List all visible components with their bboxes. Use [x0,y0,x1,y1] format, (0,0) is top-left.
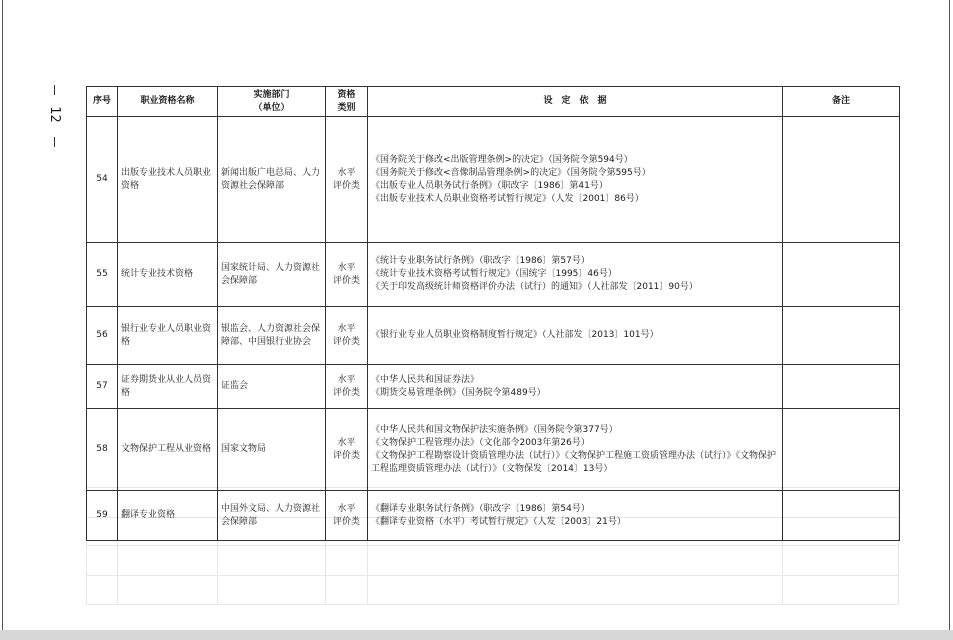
table-row [87,409,900,491]
row-name: 文物保护工程从业资格 [118,409,218,491]
row-type: 水平 评价类 [326,117,368,243]
row-type: 水平 评价类 [326,409,368,491]
scanner-edge [0,630,953,640]
row-seq: 57 [87,365,118,409]
row-dept: 银监会、人力资源社会保障部、中国银行业协会 [218,307,326,365]
row-note [783,307,900,365]
table-row [87,365,900,409]
basis-line: 《出版专业技术人员职业资格考试暂行规定》（人发〔2001〕86号） [371,193,644,204]
table-row [87,117,900,243]
table-header-row [87,87,900,117]
row-type: 水平 评价类 [326,365,368,409]
table-row [87,307,900,365]
basis-line: 《国务院关于修改<音像制品管理条例>的决定》（国务院令第595号） [371,167,651,178]
page-number-dash-top [54,85,55,95]
row-dept: 证监会 [218,365,326,409]
row-name: 统计专业技术资格 [118,243,218,307]
row-note [783,409,900,491]
row-note [783,117,900,243]
row-basis [368,409,783,491]
basis-line: 《文物保护工程勘察设计资质管理办法（试行）》《文物保护工程施工资质管理办法（试行）》《文物保护工程监理资质管理办法（试行）》（文物保发〔2014〕13号） [371,450,777,474]
basis-line: 《关于印发高级统计师资格评价办法（试行）的通知》（人社部发〔2011〕90号） [371,282,698,292]
row-name: 出版专业技术人员职业资格 [118,117,218,243]
page-number-text: 12 [46,106,62,123]
table-row [87,243,900,307]
row-name: 翻译专业资格 [118,491,218,541]
row-seq: 54 [87,117,118,243]
row-type: 水平 评价类 [326,243,368,307]
row-note [783,365,900,409]
row-seq: 56 [87,307,118,365]
bleed-through-table [86,487,899,605]
row-seq: 55 [87,243,118,307]
basis-line: 《出版专业人员职务试行条例》（职改字〔1986〕第41号） [371,180,608,191]
header-name: 职业资格名称 [118,87,218,117]
page-number-dash-bottom [54,137,55,147]
header-dept: 实施部门 （单位） [218,87,326,117]
row-dept: 新闻出版广电总局、人力资源社会保障部 [218,117,326,243]
row-basis [368,307,783,365]
basis-line: 《统计专业技术资格考试暂行规定》（国统字〔1995〕46号） [371,269,617,279]
row-basis [368,365,783,409]
row-dept: 国家文物局 [218,409,326,491]
row-dept: 中国外文局、人力资源社会保障部 [218,491,326,541]
header-basis: 设 定 依 据 [368,87,783,117]
row-name: 银行业专业人员职业资格 [118,307,218,365]
row-name: 证券期货业从业人员资格 [118,365,218,409]
basis-line: 《统计专业职务试行条例》（职改字〔1986〕第57号） [371,256,590,266]
qualification-table [86,86,900,541]
basis-line: 《中华人民共和国证券法》 [371,374,480,385]
row-basis [368,117,783,243]
header-note: 备注 [783,87,900,117]
header-type: 资格 类别 [326,87,368,117]
row-seq: 59 [87,491,118,541]
basis-line: 《国务院关于修改<出版管理条例>的决定》（国务院令第594号） [371,154,633,165]
basis-line: 《翻译专业职务试行条例》（职改字〔1986〕第54号） [371,503,590,514]
basis-line: 《期货交易管理条例》（国务院令第489号） [371,387,546,398]
row-type: 水平 评价类 [326,491,368,541]
basis-line: 《文物保护工程管理办法》（文化部令2003年第26号） [371,437,590,448]
basis-line: 《银行业专业人员职业资格制度暂行规定》（人社部发〔2013〕101号） [371,330,659,340]
header-seq: 序号 [87,87,118,117]
basis-line: 《翻译专业资格（水平）考试暂行规定》（人发〔2003〕21号） [371,516,626,527]
row-basis [368,243,783,307]
row-dept: 国家统计局、人力资源社会保障部 [218,243,326,307]
page-number [40,85,70,145]
basis-line: 《中华人民共和国文物保护法实施条例》（国务院令第377号） [371,424,618,435]
row-note [783,243,900,307]
row-seq: 58 [87,409,118,491]
row-type: 水平 评价类 [326,307,368,365]
